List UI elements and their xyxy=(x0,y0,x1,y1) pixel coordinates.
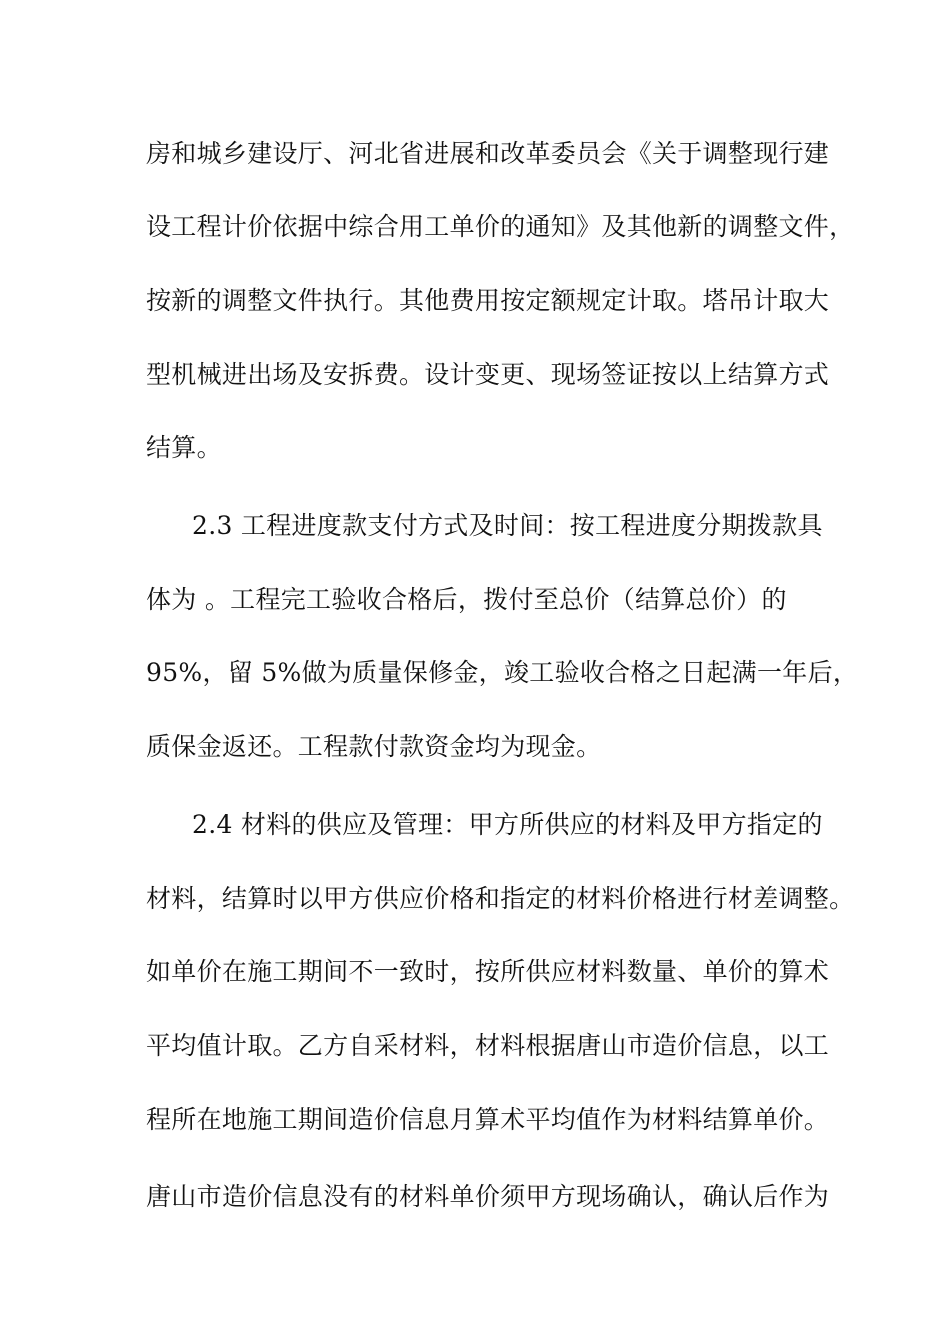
section-2-3-line-4: 质保金返还。工程款付款资金均为现金。 xyxy=(146,732,602,761)
text-line-1: 房和城乡建设厅、河北省进展和改革委员会《关于调整现行建 xyxy=(146,139,830,168)
section-2-4-line-2: 材料，结算时以甲方供应价格和指定的材料价格进行材差调整。 xyxy=(146,884,855,913)
section-2-4-line-3: 如单价在施工期间不一致时，按所供应材料数量、单价的算术 xyxy=(146,957,830,986)
text-line-3: 按新的调整文件执行。其他费用按定额规定计取。塔吊计取大 xyxy=(146,286,830,315)
text-line-2: 设工程计价依据中综合用工单价的通知》及其他新的调整文件， xyxy=(146,212,855,241)
text-line-4: 型机械进出场及安拆费。设计变更、现场签证按以上结算方式 xyxy=(146,360,830,389)
section-2-4-line-1: 2.4 材料的供应及管理：甲方所供应的材料及甲方指定的 xyxy=(192,810,823,839)
section-2-4-line-6: 唐山市造价信息没有的材料单价须甲方现场确认，确认后作为 xyxy=(146,1182,830,1211)
section-2-3-line-3: 95%，留 5%做为质量保修金，竣工验收合格之日起满一年后， xyxy=(146,658,859,687)
section-2-3-line-2: 体为 。工程完工验收合格后，拨付至总价（结算总价）的 xyxy=(146,585,787,614)
section-2-4-line-5: 程所在地施工期间造价信息月算术平均值作为材料结算单价。 xyxy=(146,1105,830,1134)
text-line-5: 结算。 xyxy=(146,433,222,462)
section-2-3-line-1: 2.3 工程进度款支付方式及时间：按工程进度分期拨款具 xyxy=(192,511,823,540)
section-2-4-line-4: 平均值计取。乙方自采材料，材料根据唐山市造价信息，以工 xyxy=(146,1031,830,1060)
